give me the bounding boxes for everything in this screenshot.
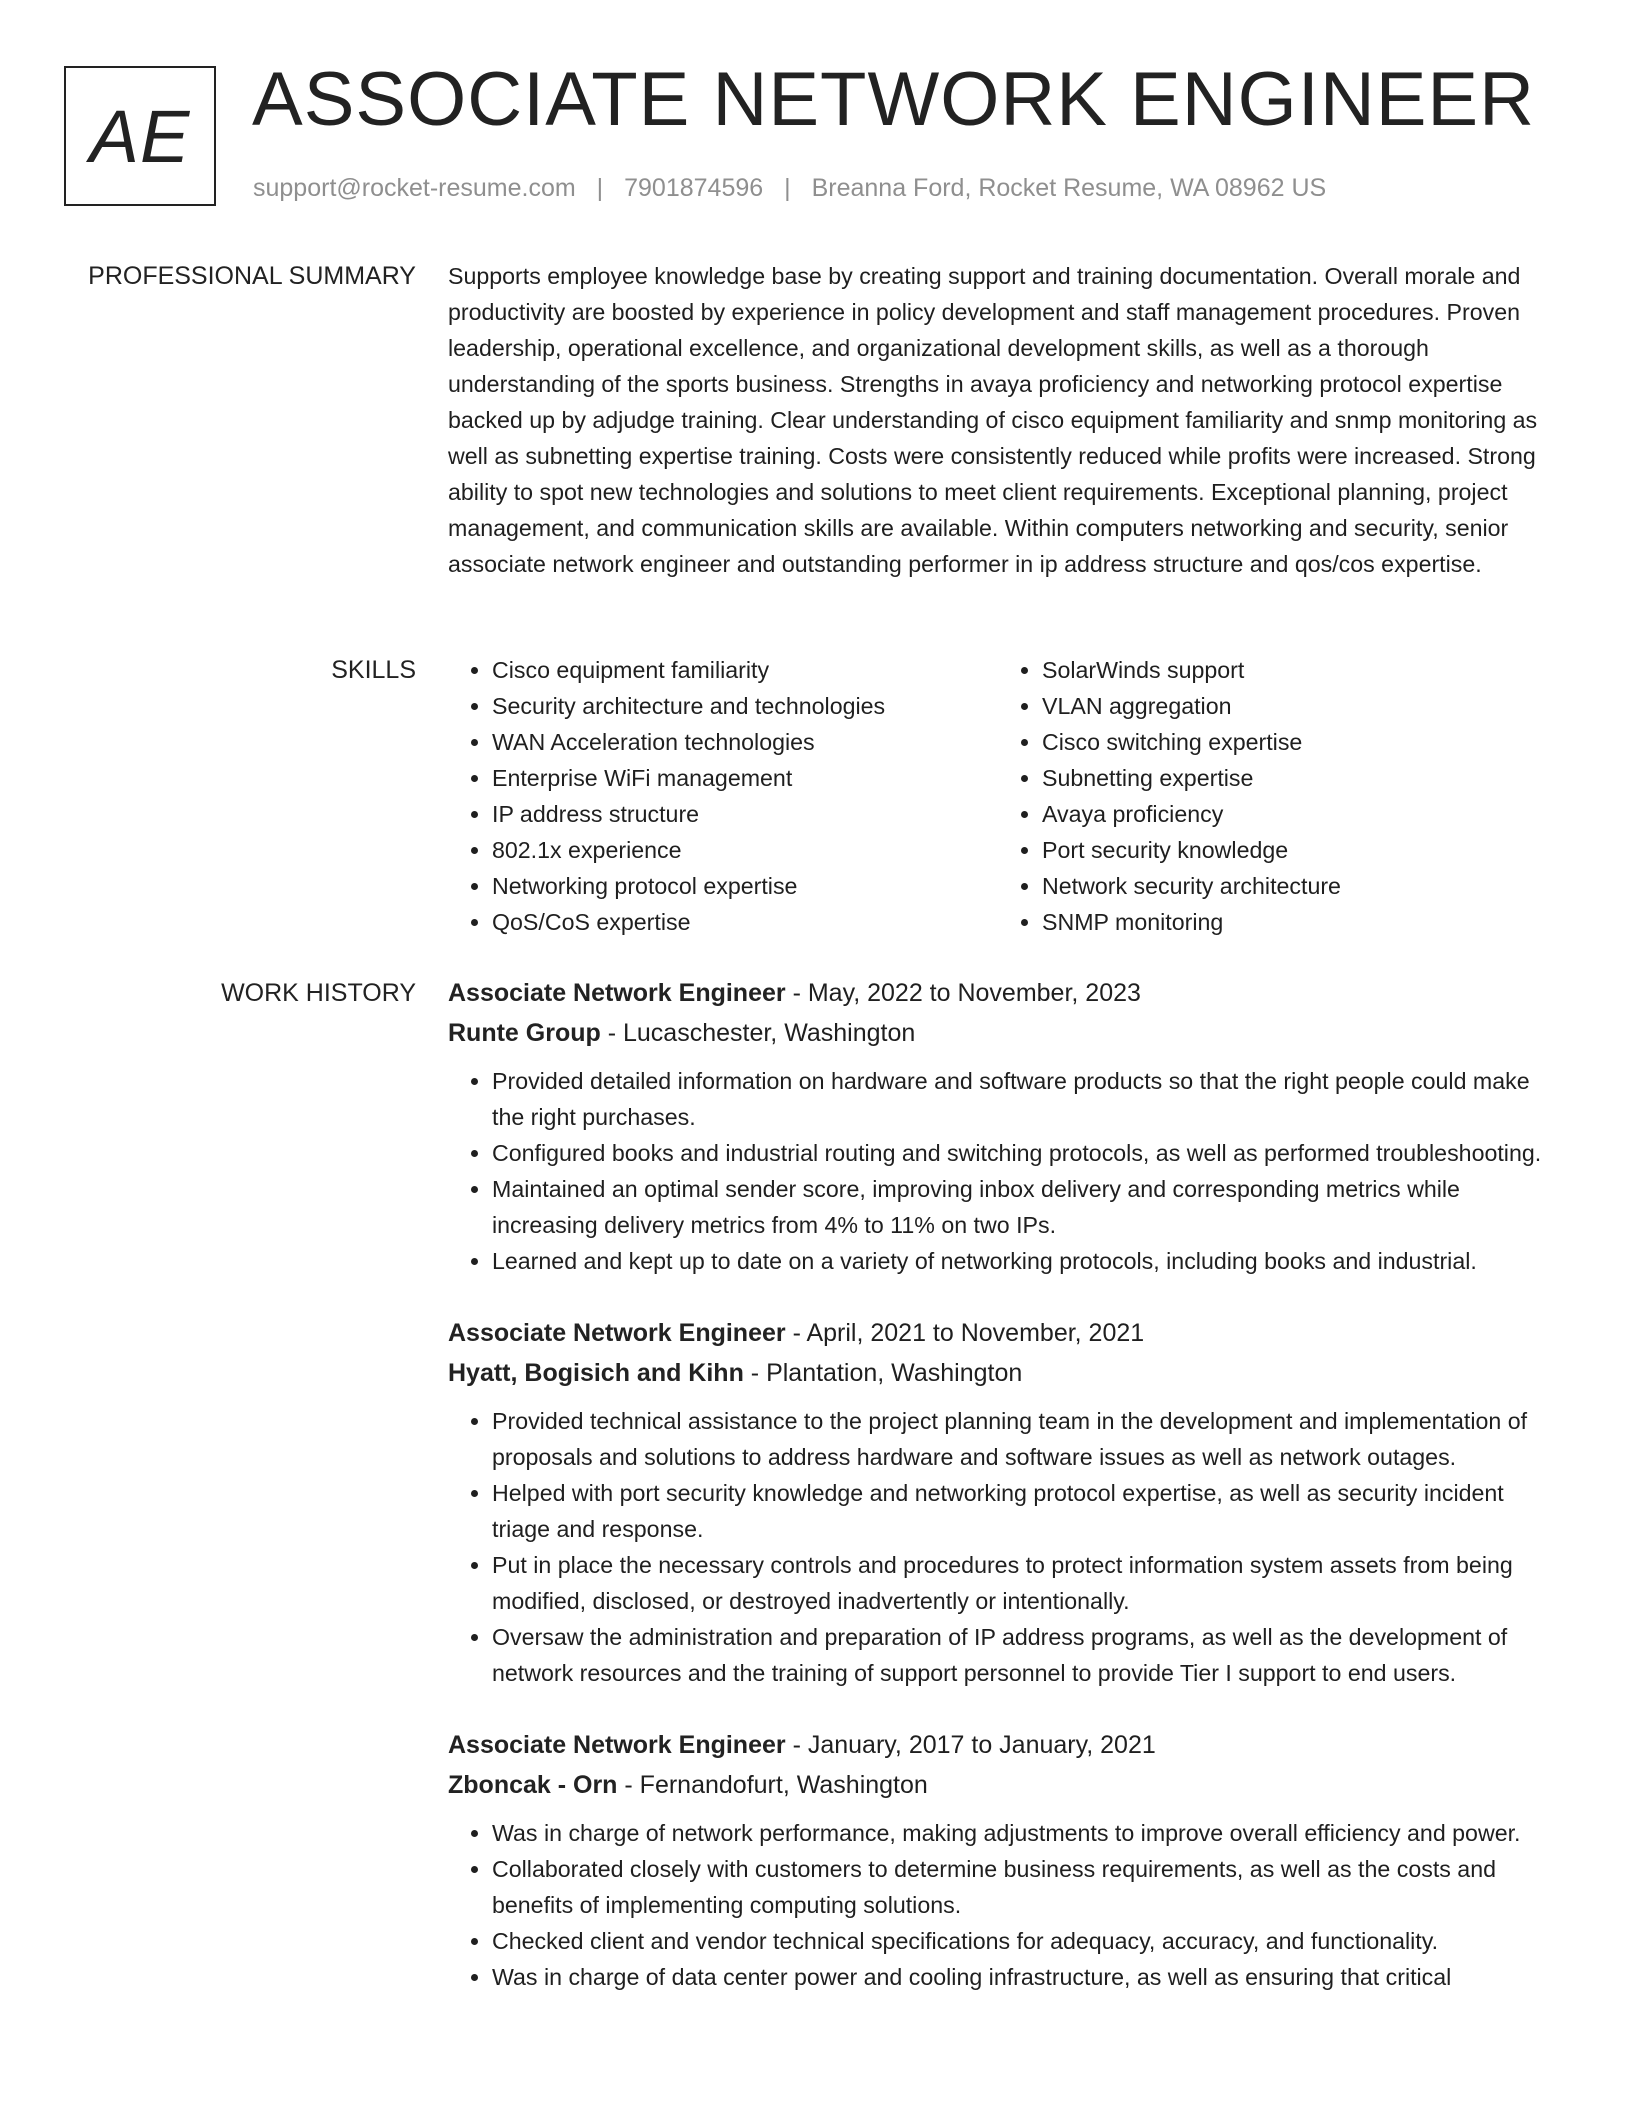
job-bullet: • Oversaw the administration and preparation of IP address programs, as well as the development of network resources and the training of support personnel to provide Tier I support to end users. (492, 1619, 1564, 1691)
job-bullet: • Configured books and industrial routing and switching protocols, as well as performed troubleshooting. (492, 1135, 1564, 1171)
summary-text: Supports employee knowledge base by creating support and training documentation. Overall morale and productivity are boosted by experience in policy development and staff management procedures. Proven leadership, operational excellence, and organizational development skills, as well as a thorough understanding of the sports business. Strengths in avaya proficiency and networking protocol expertise backed up by adjudge training. Clear understanding of cisco equipment familiarity and snmp monitoring as well as subnetting expertise training. Costs were consistently reduced while profits were increased. Strong ability to spot new technologies and solutions to meet client requirements. Exceptional planning, project management, and communication skills are available. Within computers networking and security, senior associate network engineer and outstanding performer in ip address structure and qos/cos expertise. (448, 263, 1538, 577)
job-location: - Fernandofurt, Washington (617, 1771, 928, 1799)
job-company-line (448, 1013, 1564, 1053)
job-title-line (448, 1725, 1564, 1765)
job-bullet: • Put in place the necessary controls and procedures to protect information system assets from being modified, disclosed, or destroyed inadvertently or intentionally. (492, 1547, 1564, 1619)
job-location: - Lucaschester, Washington (600, 1019, 916, 1047)
job-company: Hyatt, Bogisich and Kihn (448, 1359, 744, 1387)
job-dates: - January, 2017 to January, 2021 (785, 1731, 1156, 1759)
section-label-work-history: WORK HISTORY (221, 979, 416, 1007)
job-bullets (448, 1063, 1564, 1279)
skill-item: • IP address structure (492, 796, 998, 832)
job-bullet: • Maintained an optimal sender score, improving inbox delivery and corresponding metrics while increasing delivery metrics from 4% to 11% on two IPs. (492, 1171, 1564, 1243)
skill-item: • Port security knowledge (1042, 832, 1548, 868)
contact-line (253, 174, 1326, 203)
job-company-line (448, 1353, 1564, 1393)
contact-separator: | (596, 174, 604, 202)
job-title: Associate Network Engineer (448, 1731, 786, 1759)
contact-address: Breanna Ford, Rocket Resume, WA 08962 US (811, 174, 1327, 202)
job-bullet: • Was in charge of data center power and cooling infrastructure, as well as ensuring that critical (492, 1959, 1564, 1995)
skill-item: • 802.1x experience (492, 832, 998, 868)
job-company: Runte Group (448, 1019, 601, 1047)
contact-separator: | (784, 174, 791, 202)
skill-item: • SNMP monitoring (1042, 904, 1548, 940)
job-bullet: • Was in charge of network performance, making adjustments to improve overall efficiency and power. (492, 1815, 1564, 1851)
job-entry (448, 973, 1564, 1279)
section-label-summary: PROFESSIONAL SUMMARY (88, 262, 416, 290)
work-history-body (448, 973, 1564, 2029)
initials-monogram (64, 66, 216, 206)
job-location: - Plantation, Washington (743, 1359, 1023, 1387)
skill-item: • Cisco equipment familiarity (492, 652, 998, 688)
job-bullets (448, 1403, 1564, 1691)
job-dates: - April, 2021 to November, 2021 (785, 1319, 1145, 1347)
initials-text: AE (89, 94, 191, 178)
job-bullet: • Helped with port security knowledge and networking protocol expertise, as well as security incident triage and response. (492, 1475, 1564, 1547)
job-bullets (448, 1815, 1564, 1995)
contact-email: support@rocket-resume.com (253, 174, 576, 202)
skill-item: • Security architecture and technologies (492, 688, 998, 724)
skill-item: • Enterprise WiFi management (492, 760, 998, 796)
resume-name-title: ASSOCIATE NETWORK ENGINEER (252, 57, 1535, 142)
job-entry (448, 1725, 1564, 1995)
skill-item: • Cisco switching expertise (1042, 724, 1548, 760)
job-title-line (448, 973, 1564, 1013)
skills-body (448, 652, 1564, 940)
job-title: Associate Network Engineer (448, 979, 786, 1007)
summary-body (448, 258, 1564, 582)
job-bullet: • Provided technical assistance to the project planning team in the development and implementation of proposals and solutions to address hardware and software issues as well as network outages. (492, 1403, 1564, 1475)
section-label-skills: SKILLS (331, 656, 416, 684)
skill-item: • Networking protocol expertise (492, 868, 998, 904)
job-bullet: • Collaborated closely with customers to determine business requirements, as well as the costs and benefits of implementing computing solutions. (492, 1851, 1564, 1923)
skills-list-right (998, 652, 1548, 940)
skill-item: • SolarWinds support (1042, 652, 1548, 688)
job-entry (448, 1313, 1564, 1691)
skill-item: • Subnetting expertise (1042, 760, 1548, 796)
job-dates: - May, 2022 to November, 2023 (785, 979, 1141, 1007)
skill-item: • WAN Acceleration technologies (492, 724, 998, 760)
job-bullet: • Learned and kept up to date on a variety of networking protocols, including books and industrial. (492, 1243, 1564, 1279)
skill-item: • VLAN aggregation (1042, 688, 1548, 724)
skill-item: • Avaya proficiency (1042, 796, 1548, 832)
skills-list-left (448, 652, 998, 940)
job-company: Zboncak - Orn (448, 1771, 618, 1799)
job-company-line (448, 1765, 1564, 1805)
skill-item: • QoS/CoS expertise (492, 904, 998, 940)
job-title-line (448, 1313, 1564, 1353)
job-title: Associate Network Engineer (448, 1319, 786, 1347)
job-bullet: • Provided detailed information on hardware and software products so that the right people could make the right purchases. (492, 1063, 1564, 1135)
contact-phone: 7901874596 (624, 174, 764, 202)
skill-item: • Network security architecture (1042, 868, 1548, 904)
job-bullet: • Checked client and vendor technical specifications for adequacy, accuracy, and functionality. (492, 1923, 1564, 1959)
